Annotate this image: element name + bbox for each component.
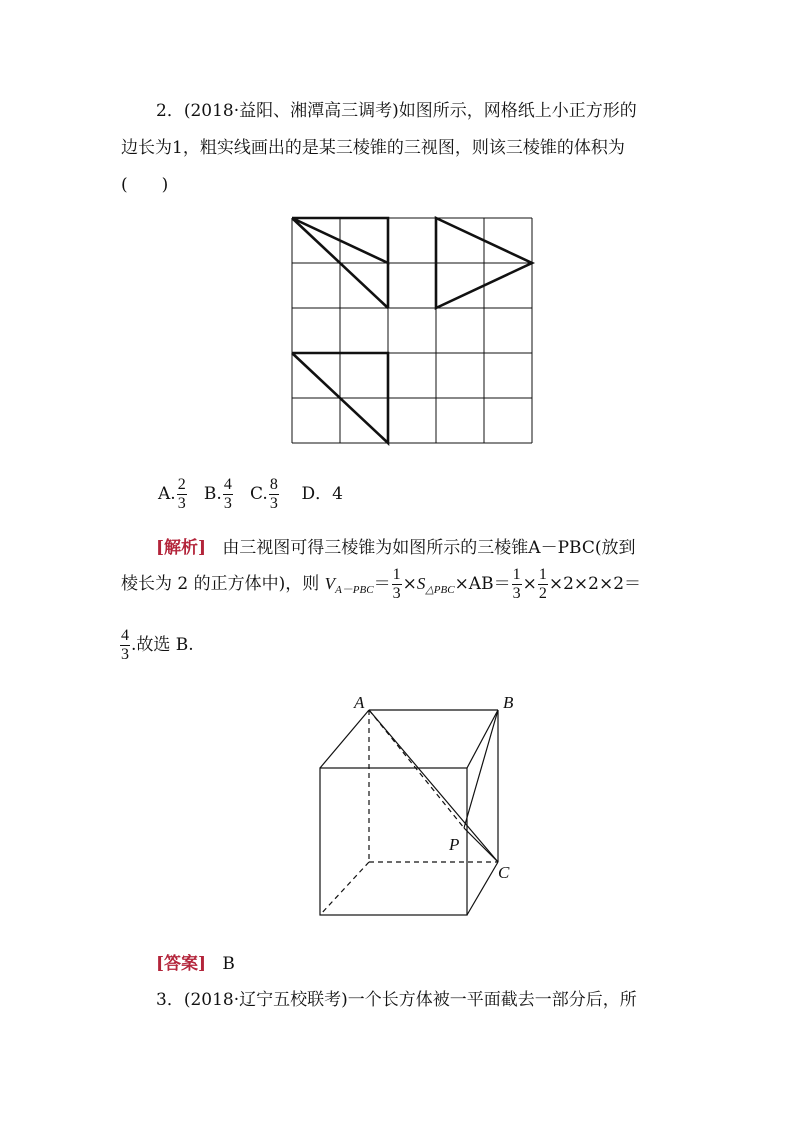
three-view-grid-figure bbox=[285, 212, 540, 449]
cube-figure bbox=[300, 690, 530, 920]
analysis-line-3: $\frac{4}{3}$ .故选 B. bbox=[121, 627, 194, 663]
analysis-line-1: [解析] 由三视图可得三棱锥为如图所示的三棱锥A－PBC(放到 bbox=[156, 538, 636, 558]
question-2-line-1: 2．(2018·益阳、湘潭高三调考)如图所示，网格纸上小正方形的 bbox=[156, 101, 637, 121]
answer-value: B bbox=[222, 954, 235, 974]
option-a-fraction: $\frac{2}{3}$ bbox=[177, 476, 186, 512]
answer-options: A. $\frac{2}{3}$ B. $\frac{4}{3}$ C. $\frac{8}{3}$ D．4 bbox=[158, 476, 343, 512]
question-2-line-3: ( ) bbox=[121, 175, 169, 195]
question-2-line-2: 边长为1，粗实线画出的是某三棱锥的三视图，则该三棱锥的体积为 bbox=[121, 138, 625, 158]
vertex-label-p: P bbox=[449, 835, 460, 854]
answer-tag: [答案] bbox=[156, 954, 207, 974]
analysis-tag: [解析] bbox=[156, 538, 207, 558]
analysis-line-2: 棱长为 2 的正方体中)，则 $V_{A-PBC}=$ $\frac{1}{3}$ $\times S_{\triangle PBC}\times AB=$ $\frac{1}{3}$ × $\frac{1}{2}$ ×2×2×2＝ bbox=[121, 566, 642, 602]
question-3-line-1: 3．(2018·辽宁五校联考)一个长方体被一平面截去一部分后，所 bbox=[156, 990, 637, 1010]
vertex-label-a: A bbox=[354, 693, 365, 712]
vertex-label-b: B bbox=[503, 693, 514, 712]
option-b-fraction: $\frac{4}{3}$ bbox=[223, 476, 232, 512]
option-d: D．4 bbox=[301, 484, 343, 504]
option-c-fraction: $\frac{8}{3}$ bbox=[269, 476, 278, 512]
answer-line bbox=[156, 949, 235, 974]
vertex-label-c: C bbox=[498, 863, 510, 882]
